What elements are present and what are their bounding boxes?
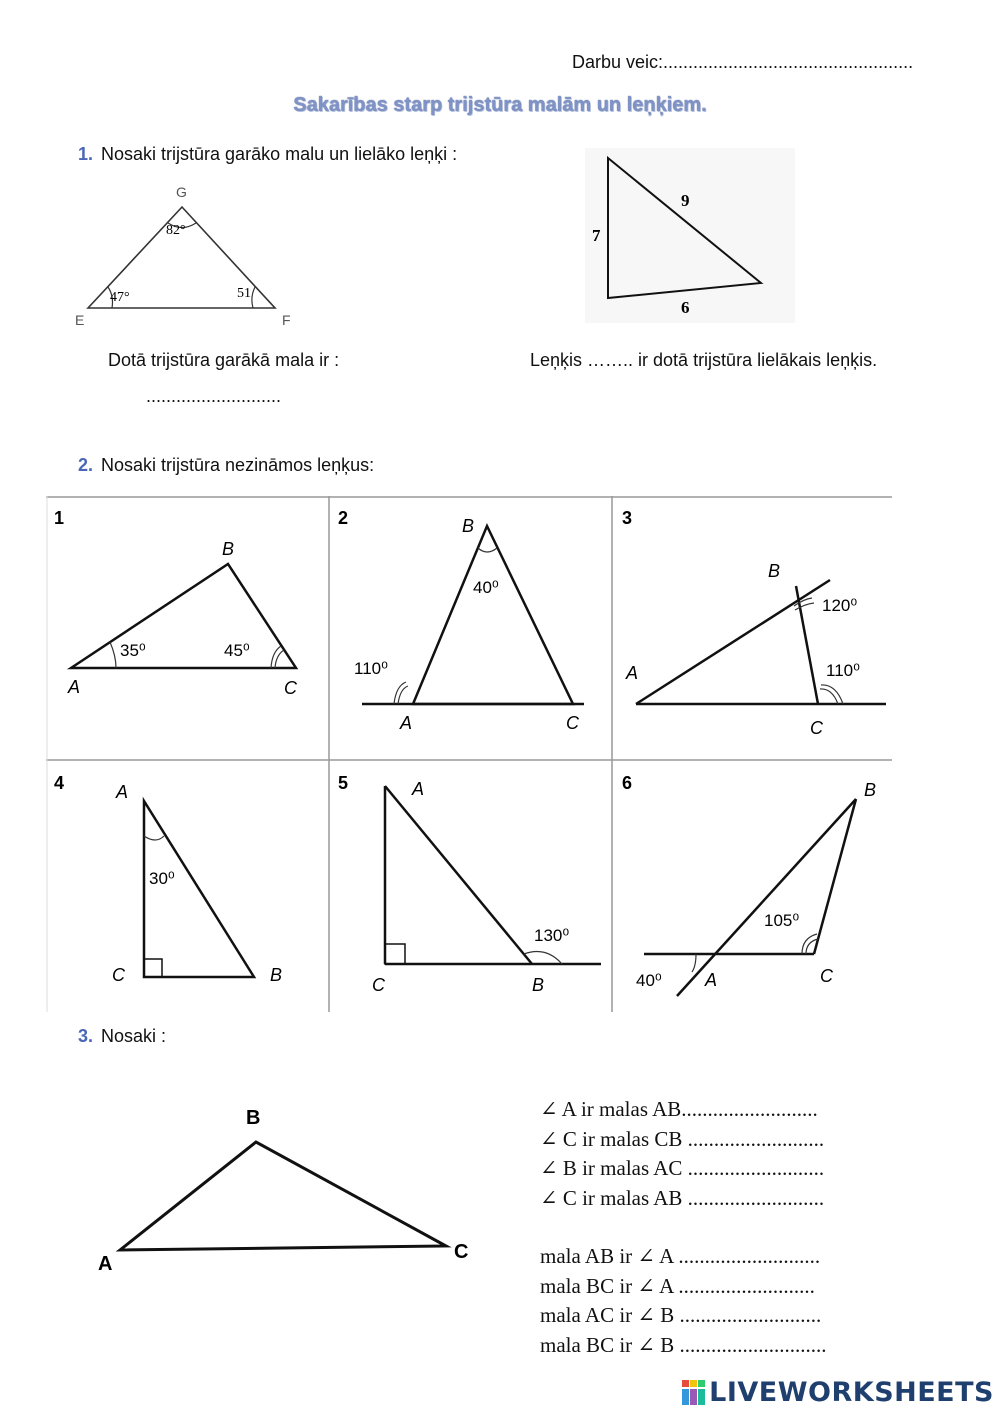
angle-label-c: 45⁰ [224,641,250,660]
vertex-label-a: A [400,713,413,733]
liveworksheets-logo-icon [682,1380,706,1406]
vertex-label-a: A [116,782,129,802]
vertex-label-e: E [75,312,85,328]
angle-label-b: 40⁰ [473,578,499,597]
vertex-label-c: C [454,1241,469,1263]
answer-longest-side-blank[interactable]: ........................... [146,386,282,406]
task2-heading [78,455,374,476]
angle-label-f: 51 [237,286,251,301]
vertex-label-b: B [864,780,877,800]
statement-6[interactable]: mala BC ir ∠ A .......................... [540,1273,815,1298]
vertex-label-c: C [566,713,579,733]
statement-7[interactable]: mala AC ir ∠ B ........................... [540,1303,822,1327]
cell-number: 2 [338,508,349,528]
vertex-label-f: F [282,312,291,328]
triangle-sides-figure [585,148,795,323]
statement-4[interactable]: ∠ C ir malas AB .......................... [540,1185,825,1210]
triangle-efg-figure [70,180,310,330]
statement-3[interactable]: ∠ B ir malas AC .......................... [540,1156,825,1180]
side-label-7: 7 [592,226,601,245]
task3-instruction: Nosaki : [101,1026,167,1046]
vertex-label-a: A [705,970,718,990]
task3-number: 3. [78,1026,94,1046]
task2-grid [46,496,892,1012]
answer-largest-angle-label: Leņķis …….. ir dotā trijstūra lielākais leņķis. [530,350,878,370]
vertex-label-b: B [462,516,475,536]
vertex-label-c: C [372,975,385,995]
vertex-label-g: G [176,184,187,200]
statement-5[interactable]: mala AB ir ∠ A ........................... [540,1244,821,1268]
angle-label-b-exterior: 120⁰ [822,596,858,615]
vertex-label-b: B [768,561,781,581]
cell-number: 3 [622,508,633,528]
task3-statements [540,1095,827,1360]
liveworksheets-logo [682,1377,994,1408]
angle-label-g: 82° [166,223,186,238]
statement-1[interactable]: ∠ A ir malas AB.......................... [540,1097,818,1121]
vertex-label-b: B [222,539,235,559]
cell-number: 1 [54,508,65,528]
task1-number: 1. [78,144,94,164]
vertex-label-b: B [246,1107,261,1129]
vertex-label-a: A [412,779,425,799]
answer-longest-side-label: Dotā trijstūra garākā mala ir : [108,350,340,370]
vertex-label-a: A [98,1253,113,1275]
angle-label-a-exterior: 110⁰ [354,659,388,678]
statement-8[interactable]: mala BC ir ∠ B ............................ [540,1332,827,1357]
side-label-6: 6 [681,298,690,317]
task3-triangle-figure [90,1098,490,1278]
vertex-label-b: B [270,965,283,985]
angle-label-a: 35⁰ [120,641,146,660]
angle-label-b: 105⁰ [764,911,800,930]
angle-label-c-exterior: 110⁰ [826,661,860,680]
task1-heading [78,144,457,165]
task3-heading [78,1026,166,1047]
cell-number: 6 [622,773,633,793]
liveworksheets-logo-text: LIVEWORKSHEETS [709,1377,994,1408]
angle-label-a: 30⁰ [149,869,175,888]
task1-instruction: Nosaki trijstūra garāko malu un lielāko leņķi : [101,144,458,164]
vertex-label-c: C [820,966,833,986]
vertex-label-c: C [810,718,823,738]
angle-label-b-exterior: 130⁰ [534,926,570,945]
statement-2[interactable]: ∠ C ir malas CB .......................... [540,1126,825,1151]
vertex-label-c: C [284,678,297,698]
page-title: Sakarības starp trijstūra malām un leņķiem. [293,94,707,116]
vertex-label-b: B [532,975,545,995]
cell-number: 4 [54,773,65,793]
angle-label-a-exterior: 40⁰ [636,971,662,990]
task2-instruction: Nosaki trijstūra nezināmos leņķus: [101,455,375,475]
vertex-label-a: A [626,663,639,683]
side-label-9: 9 [681,191,690,210]
task2-number: 2. [78,455,94,475]
angle-label-e: 47° [110,290,130,305]
worker-name-field: Darbu veic:.................................................. [572,52,914,72]
vertex-label-a: A [68,677,81,697]
cell-number: 5 [338,773,349,793]
vertex-label-c: C [112,965,125,985]
